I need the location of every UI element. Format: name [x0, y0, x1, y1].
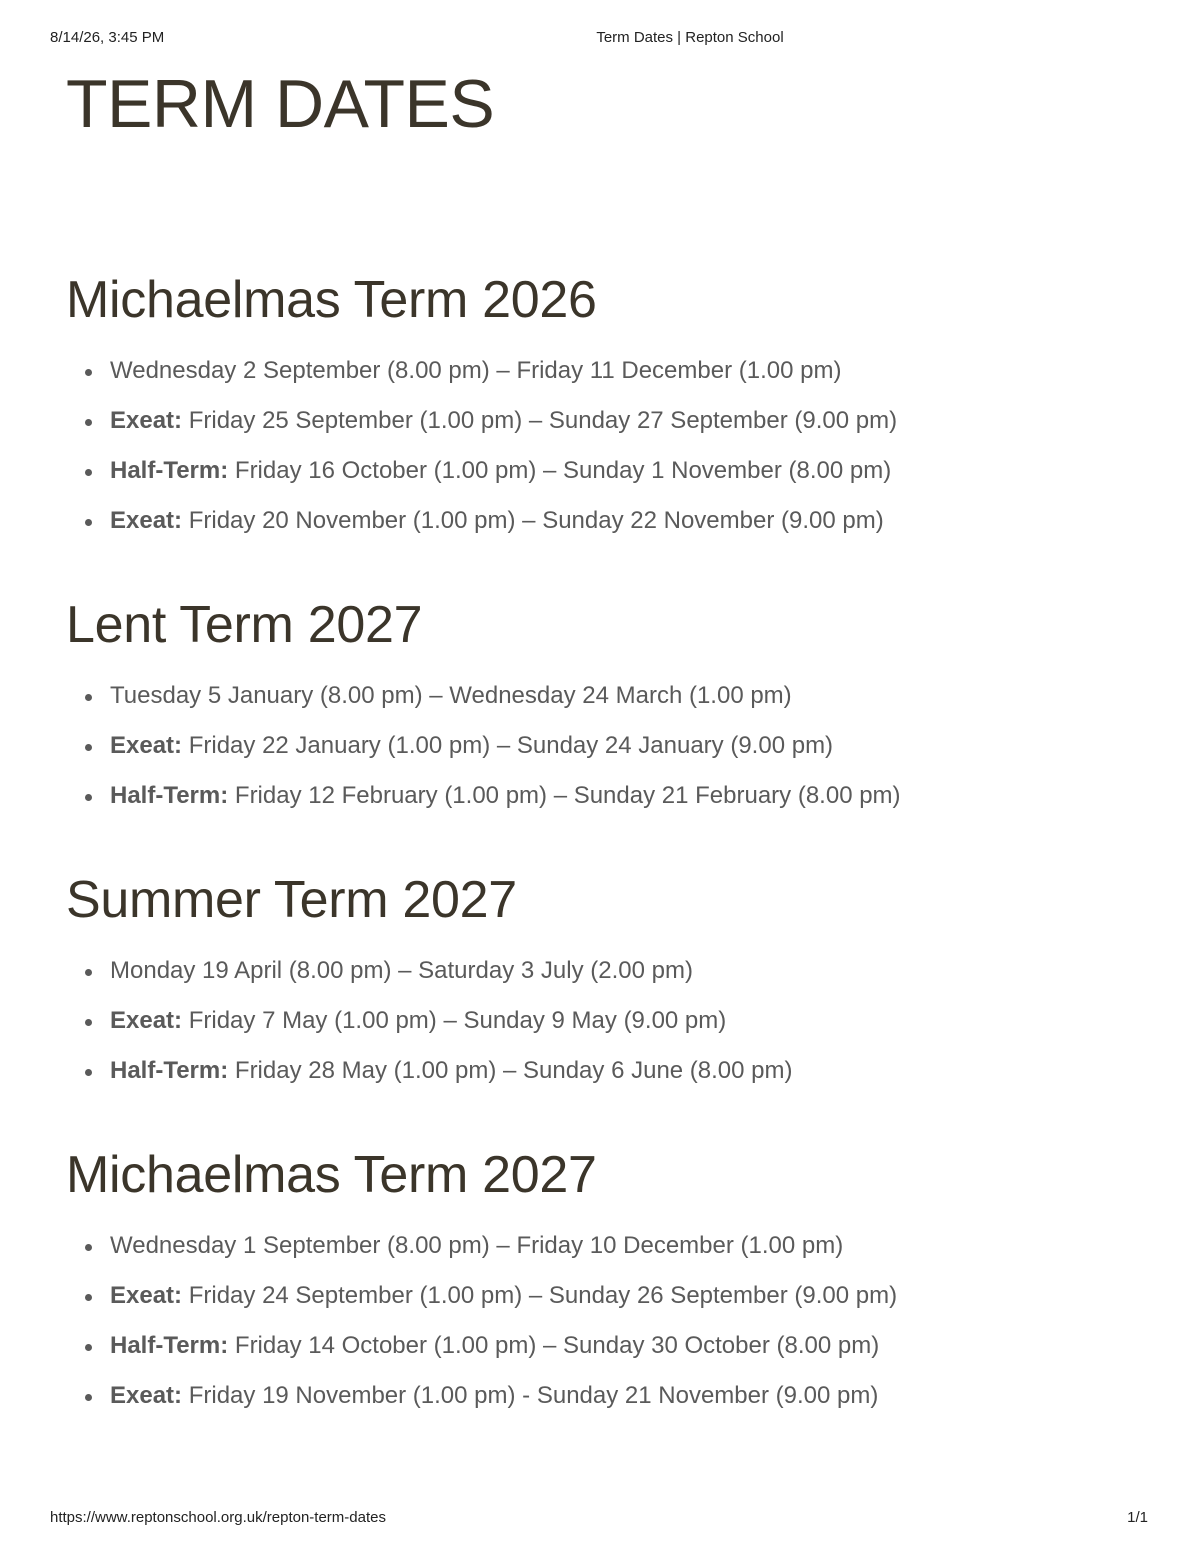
term-date-item: [66, 356, 1146, 386]
item-label: Half-Term:: [110, 1057, 229, 1084]
term-date-item: [66, 506, 1146, 536]
term-date-item: [66, 1231, 1146, 1261]
item-text: Friday 24 September (1.00 pm) – Sunday 26 September (9.00 pm): [182, 1282, 898, 1309]
term-date-item: [66, 1281, 1146, 1311]
item-label: Half-Term:: [110, 782, 229, 809]
item-text: Wednesday 2 September (8.00 pm) – Friday 11 December (1.00 pm): [110, 357, 842, 384]
item-label: Half-Term:: [110, 457, 229, 484]
item-text: Friday 25 September (1.00 pm) – Sunday 27 September (9.00 pm): [182, 407, 898, 434]
item-label: Exeat:: [110, 507, 183, 534]
print-doc-title: Term Dates | Repton School: [596, 29, 784, 46]
item-text: Friday 22 January (1.00 pm) – Sunday 24 January (9.00 pm): [182, 732, 834, 759]
term-section-summer-2027: [66, 870, 1146, 1106]
item-text: Friday 28 May (1.00 pm) – Sunday 6 June (8.00 pm): [228, 1057, 793, 1084]
item-label: Exeat:: [110, 732, 183, 759]
print-page-number: 1/1: [1127, 1509, 1148, 1526]
item-text: Friday 7 May (1.00 pm) – Sunday 9 May (9.00 pm): [182, 1007, 727, 1034]
item-label: Half-Term:: [110, 1332, 229, 1359]
term-section-michaelmas-2026: [66, 270, 1146, 556]
term-heading: Summer Term 2027: [66, 871, 517, 929]
term-heading: Michaelmas Term 2027: [66, 1146, 597, 1204]
item-text: Friday 20 November (1.00 pm) – Sunday 22 November (9.00 pm): [182, 507, 884, 534]
term-date-list: [66, 1231, 1146, 1411]
item-label: Exeat:: [110, 1007, 183, 1034]
term-date-list: [66, 356, 1146, 536]
term-date-item: [66, 731, 1146, 761]
item-label: Exeat:: [110, 407, 183, 434]
print-url: https://www.reptonschool.org.uk/repton-term-dates: [50, 1509, 386, 1526]
term-section-lent-2027: [66, 595, 1146, 831]
term-date-item: [66, 681, 1146, 711]
item-text: Friday 16 October (1.00 pm) – Sunday 1 November (8.00 pm): [228, 457, 892, 484]
item-text: Friday 14 October (1.00 pm) – Sunday 30 October (8.00 pm): [228, 1332, 880, 1359]
term-heading: Lent Term 2027: [66, 596, 423, 654]
term-heading: Michaelmas Term 2026: [66, 271, 597, 329]
item-label: Exeat:: [110, 1382, 183, 1409]
item-text: Friday 12 February (1.00 pm) – Sunday 21 February (8.00 pm): [228, 782, 901, 809]
page-title: TERM DATES: [66, 66, 495, 142]
term-date-item: [66, 956, 1146, 986]
term-date-item: [66, 1381, 1146, 1411]
term-date-list: [66, 681, 1146, 811]
item-text: Monday 19 April (8.00 pm) – Saturday 3 July (2.00 pm): [110, 957, 693, 984]
item-text: Wednesday 1 September (8.00 pm) – Friday 10 December (1.00 pm): [110, 1232, 844, 1259]
term-date-item: [66, 1056, 1146, 1086]
print-datetime: 8/14/26, 3:45 PM: [50, 29, 165, 46]
term-date-item: [66, 1006, 1146, 1036]
item-text: Tuesday 5 January (8.00 pm) – Wednesday 24 March (1.00 pm): [110, 682, 792, 709]
item-label: Exeat:: [110, 1282, 183, 1309]
term-date-item: [66, 1331, 1146, 1361]
item-text: Friday 19 November (1.00 pm) - Sunday 21 November (9.00 pm): [182, 1382, 879, 1409]
term-date-item: [66, 456, 1146, 486]
term-section-michaelmas-2027: [66, 1145, 1146, 1431]
term-date-list: [66, 956, 1146, 1086]
term-date-item: [66, 406, 1146, 436]
term-date-item: [66, 781, 1146, 811]
